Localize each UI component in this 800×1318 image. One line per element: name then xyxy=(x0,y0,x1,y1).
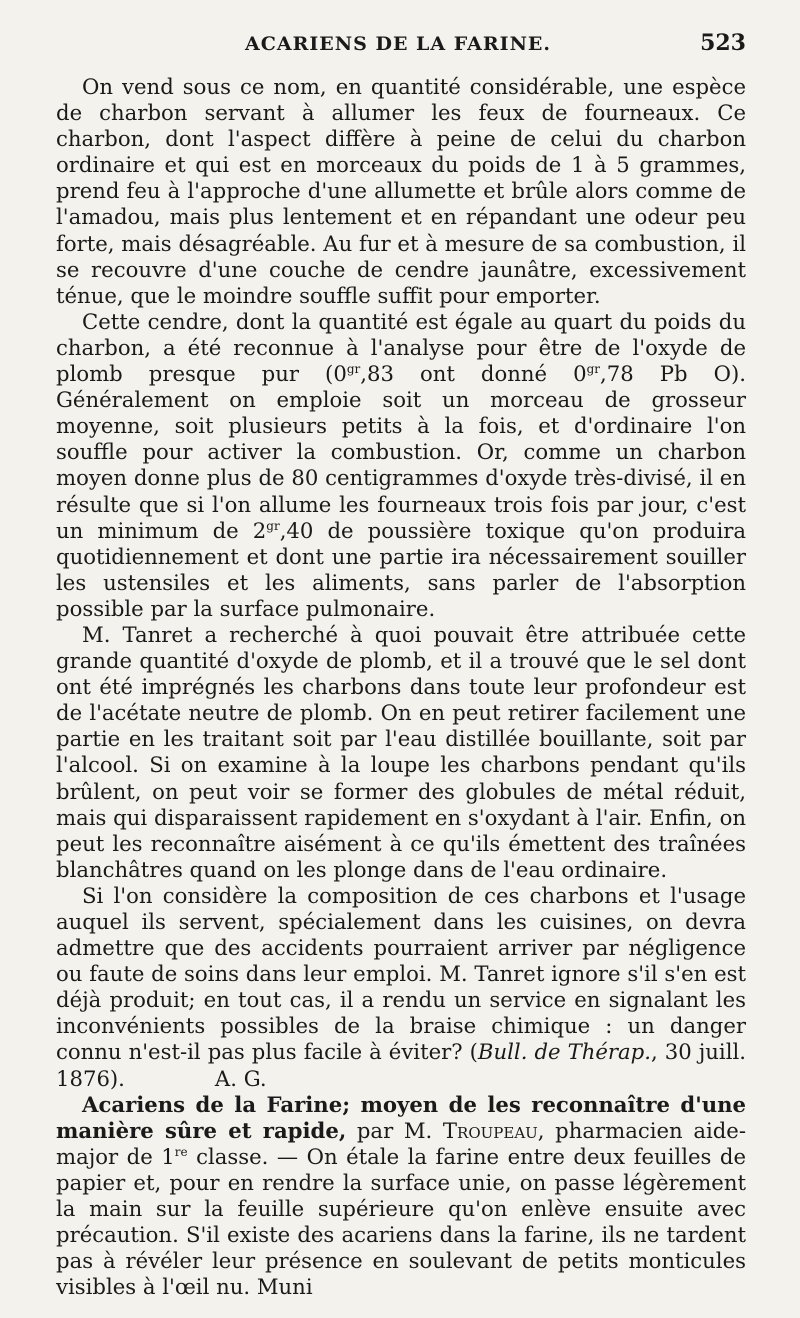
author-signature: A. G. xyxy=(214,1065,267,1091)
section-heading: Acariens de la Farine; moyen de les reconnaître d'une manière sûre et rapide, xyxy=(56,1091,746,1143)
paragraph-3: M. Tanret a recherché à quoi pouvait être attribuée cette grande quantité d'oxyde de plomb, et il a trouvé que le sel dont ont été imprégnés les charbons dans toute leur profondeur est de l'acétate neutre de plomb. On en peut retirer facilement une partie en les traitant soit par l'eau distillée bouillante, soit par l'alcool. Si on examine à la loupe les charbons pendant qu'ils brûlent, on peut voir se former des globules de métal réduit, mais qui disparaissent rapidement en s'oxydant à l'air. Enfin, on peut les reconnaître aisément à ce qu'ils émettent des traînées blanchâtres quand on les plonge dans de l'eau ordinaire. xyxy=(56,621,746,882)
document-page xyxy=(56,30,746,1300)
citation-source: Bull. de Thérap. xyxy=(477,1039,651,1065)
running-title: ACARIENS DE LA FARINE. xyxy=(245,33,552,55)
paragraph-2: Cette cendre, dont la quantité est égale au quart du poids du charbon, a été reconnue à l'analyse pour être de l'oxyde de plomb presque pur ($0^{gr},83$ ont donné $0^{gr},78$ Pb O). Généralement on emploie soit un morceau de grosseur moyenne, soit plusieurs petits à la fois, et d'ordinaire l'on souffle pour activer la combustion. Or, comme un charbon moyen donne plus de 80 centigrammes d'oxyde très-divisé, il en résulte que si l'on allume les fourneaux trois fois par jour, c'est un minimum de $2^{gr},40$ de poussière toxique qu'on produira quotidiennement et dont une partie ira nécessairement souiller les ustensiles et les aliments, sans parler de l'absorption possible par la surface pulmonaire. xyxy=(56,308,746,621)
author-name: Troupeau xyxy=(442,1117,538,1143)
paragraph-4: Si l'on considère la composition de ces charbons et l'usage auquel ils servent, spécialement dans les cuisines, on devra admettre que des accidents pourraient arriver par négligence ou faute de soins dans leur emploi. M. Tanret ignore s'il s'en est déjà produit; en tout cas, il a rendu un service en signalant les inconvénients possibles de la braise chimique : un danger connu n'est-il pas plus facile à éviter? (Bull. de Thérap., 30 juill. 1876). A. G. xyxy=(56,882,746,1091)
paragraph-1: On vend sous ce nom, en quantité considérable, une espèce de charbon servant à allumer les feux de fourneaux. Ce charbon, dont l'aspect diffère à peine de celui du charbon ordinaire et qui est en morceaux du poids de 1 à 5 grammes, prend feu à l'approche d'une allumette et brûle alors comme de l'amadou, mais plus lentement et en répandant une odeur peu forte, mais désagréable. Au fur et à mesure de sa combustion, il se recouvre d'une couche de cendre jaunâtre, excessivement ténue, que le moindre souffle suffit pour emporter. xyxy=(56,74,746,308)
paragraph-5: Acariens de la Farine; moyen de les reconnaître d'une manière sûre et rapide, par M. Troupeau, pharmacien aide-major de 1re classe. — On étale la farine entre deux feuilles de papier et, pour en rendre la surface unie, on passe légèrement la main sur la feuille supérieure qu'on enlève ensuite avec précaution. S'il existe des acariens dans la farine, ils ne tardent pas à révéler leur présence en soulevant de petits monticules visibles à l'œil nu. Muni xyxy=(56,1091,746,1300)
page-number: 523 xyxy=(700,30,746,56)
running-head xyxy=(56,30,746,74)
